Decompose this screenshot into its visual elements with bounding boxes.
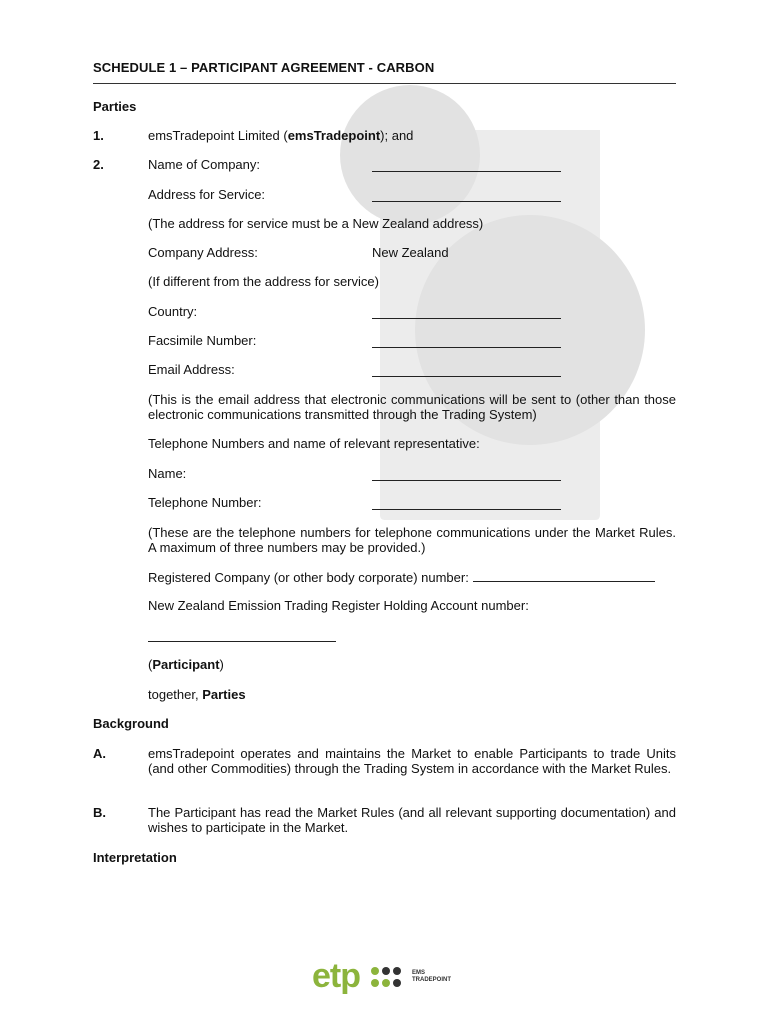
company-address-label: Company Address: — [148, 245, 258, 260]
etp-logo-subtitle — [412, 970, 451, 984]
registered-company-field[interactable] — [473, 569, 655, 582]
email-field[interactable] — [372, 376, 561, 377]
party-1-text-bold: emsTradepoint — [287, 128, 381, 143]
together-pre: together, — [148, 687, 203, 702]
background-item-a-letter: A. — [93, 746, 106, 761]
background-item-b-text: The Participant has read the Market Rules (and all relevant supporting documentation) and wishes to participate in the Market. — [148, 805, 676, 835]
background-heading: Background — [93, 716, 169, 731]
etp-logo-sub-line1: EMS — [412, 970, 426, 976]
participant-bold: Participant — [152, 657, 220, 672]
country-label: Country: — [148, 304, 198, 319]
party-1-number: 1. — [93, 128, 104, 143]
party-1-text-post: ); and — [380, 128, 414, 143]
address-note: (The address for service must be a New Zealand address) — [148, 216, 484, 231]
nzetr-field[interactable] — [148, 641, 336, 642]
address-for-service-label: Address for Service: — [148, 187, 266, 202]
etp-logo-sub-line2: TRADEPOINT — [412, 977, 451, 983]
company-address-value: New Zealand — [372, 245, 449, 260]
facsimile-field[interactable] — [372, 347, 561, 348]
email-label: Email Address: — [148, 362, 235, 377]
party-1-text — [148, 128, 413, 143]
telephone-note: (These are the telephone numbers for telephone communications under the Market Rules. A maximum of three numbers may be provided.) — [148, 525, 676, 555]
telephone-field[interactable] — [372, 509, 561, 510]
document-heading: SCHEDULE 1 – PARTICIPANT AGREEMENT - CARBON — [93, 60, 435, 75]
country-field[interactable] — [372, 318, 561, 319]
etp-logo-wordmark: etp — [312, 957, 360, 995]
parties-heading: Parties — [93, 99, 137, 114]
telephone-label: Telephone Number: — [148, 495, 262, 510]
facsimile-label: Facsimile Number: — [148, 333, 257, 348]
rep-name-field[interactable] — [372, 480, 561, 481]
registered-company-row — [148, 569, 655, 585]
name-of-company-field[interactable] — [372, 171, 561, 172]
company-address-note: (If different from the address for service) — [148, 274, 379, 289]
participant-pre: ( — [148, 657, 153, 672]
background-item-b-letter: B. — [93, 805, 106, 820]
etp-logo-dots-icon — [370, 966, 406, 990]
background-item-a-text: emsTradepoint operates and maintains the Market to enable Participants to trade Units (and other Commodities) through the Trading System in accordance with the Market Rules. — [148, 746, 676, 776]
parties-definition — [148, 687, 246, 702]
participant-post: ) — [219, 657, 224, 672]
nzetr-label: New Zealand Emission Trading Register Holding Account number: — [148, 598, 529, 613]
together-bold: Parties — [202, 687, 246, 702]
party-2-number: 2. — [93, 157, 104, 172]
telephone-heading: Telephone Numbers and name of relevant representative: — [148, 436, 480, 451]
rep-name-label: Name: — [148, 466, 187, 481]
address-for-service-field[interactable] — [372, 201, 561, 202]
registered-company-label: Registered Company (or other body corporate) number: — [148, 570, 469, 585]
participant-definition — [148, 657, 224, 672]
heading-divider — [93, 83, 676, 84]
email-note: (This is the email address that electronic communications will be sent to (other than those electronic communications transmitted through the Trading System) — [148, 392, 676, 422]
name-of-company-label: Name of Company: — [148, 157, 260, 172]
party-1-text-pre: emsTradepoint Limited ( — [148, 128, 288, 143]
interpretation-heading: Interpretation — [93, 850, 177, 865]
